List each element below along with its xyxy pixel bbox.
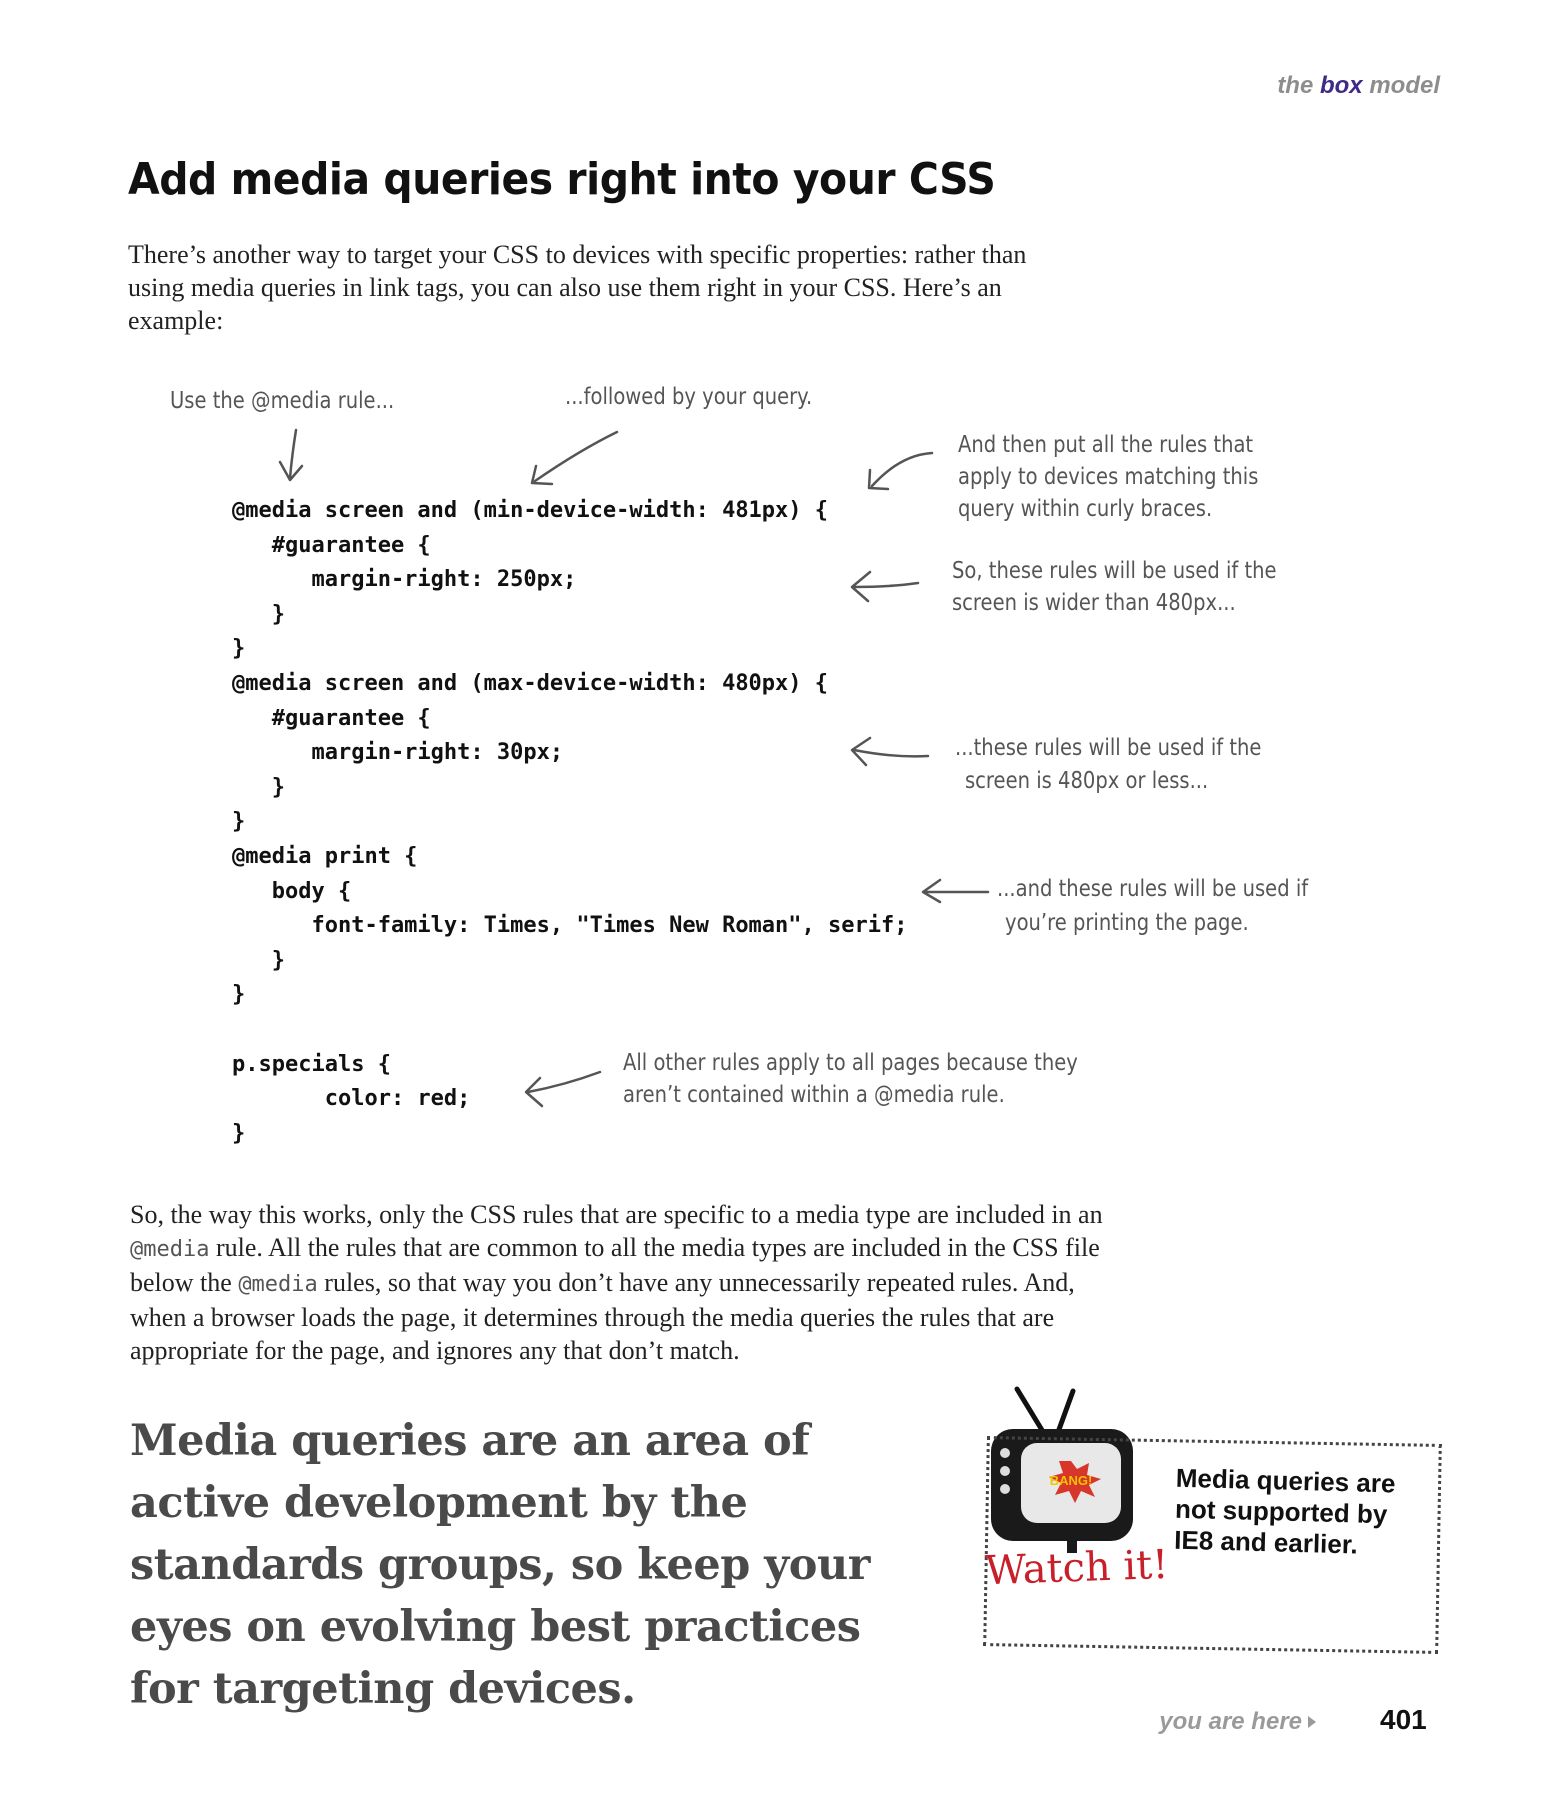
arrow-media-rule [280,430,302,480]
arrow-wider [852,572,918,601]
big-note: Media queries are an area of active development by the standards groups, so keep your eyes on evolving best practices for targeting devices. [130,1416,870,1714]
annotation-less-1: ...these rules will be used if the [955,735,1262,761]
running-head: the box model [1277,72,1440,99]
code-line: } [232,774,285,800]
intro-paragraph: There’s another way to target your CSS to devices with specific properties: rather than using media queries in link tags, you can also use them right in your CSS. Here’s an example: [128,240,1027,335]
code-line: } [232,636,246,662]
code-line: @media screen and (max-device-width: 480px) { [232,671,829,696]
annotation-other-1: All other rules apply to all pages because they [623,1050,1078,1076]
annotation-media-rule: Use the @media rule... [170,388,395,414]
code-line: } [232,982,246,1008]
annotation-print-2: you’re printing the page. [1005,910,1249,936]
annotation-curly-2: apply to devices matching this [958,464,1259,490]
inline-code: @media [130,1237,210,1262]
code-line: @media print { [232,844,418,869]
arrow-other [526,1072,600,1106]
body-paragraph: So, the way this works, only the CSS rules that are specific to a media type are included in an @media rule. All the rules that are common to all the media types are included in the CSS file below the @media rules, so that way you don’t have any unnecessarily repeated rules. And, when a browser loads the page, it determines through the media queries the rules that are appropriate for the page, and ignores any that don’t match. [130,1200,1103,1365]
watch-it-text: Media queries are not supported by IE8 and earlier. [1173,1462,1396,1560]
code-line: @media screen and (min-device-width: 481px) { [232,498,829,523]
watch-it-label: Watch it! [984,1541,1170,1595]
inline-code: @media [238,1272,318,1297]
footer-you-are-here: you are here [1159,1708,1302,1735]
code-line: } [232,809,246,835]
annotation-wider-1: So, these rules will be used if the [952,558,1277,584]
annotation-wider-2: screen is wider than 480px... [952,590,1236,616]
code-line: p.specials { [232,1051,391,1077]
bang-label: BANG! [1049,1473,1093,1488]
annotation-print-1: ...and these rules will be used if [997,876,1309,902]
code-line: color: red; [232,1086,471,1112]
code-line: } [232,947,285,973]
code-line: body { [232,878,352,904]
annotation-curly-1: And then put all the rules that [958,432,1254,458]
arrow-less [852,738,928,765]
annotation-curly-3: query within curly braces. [958,496,1213,522]
annotation-less-2: screen is 480px or less... [965,768,1209,794]
code-line: } [232,1120,246,1146]
arrow-curly [869,453,932,489]
page-number: 401 [1380,1704,1427,1735]
code-line: margin-right: 250px; [232,567,577,593]
annotation-other-2: aren’t contained within a @media rule. [623,1082,1005,1108]
code-line: margin-right: 30px; [232,740,564,766]
code-line: #guarantee { [232,532,431,558]
code-line: } [232,601,285,627]
triangle-right-icon [1308,1716,1316,1728]
page-title: Add media queries right into your CSS [128,154,996,205]
annotation-query: ...followed by your query. [565,384,813,410]
arrow-query [532,432,617,484]
code-line: font-family: Times, "Times New Roman", serif; [232,913,908,939]
code-line: #guarantee { [232,705,431,731]
arrow-print [923,880,988,902]
